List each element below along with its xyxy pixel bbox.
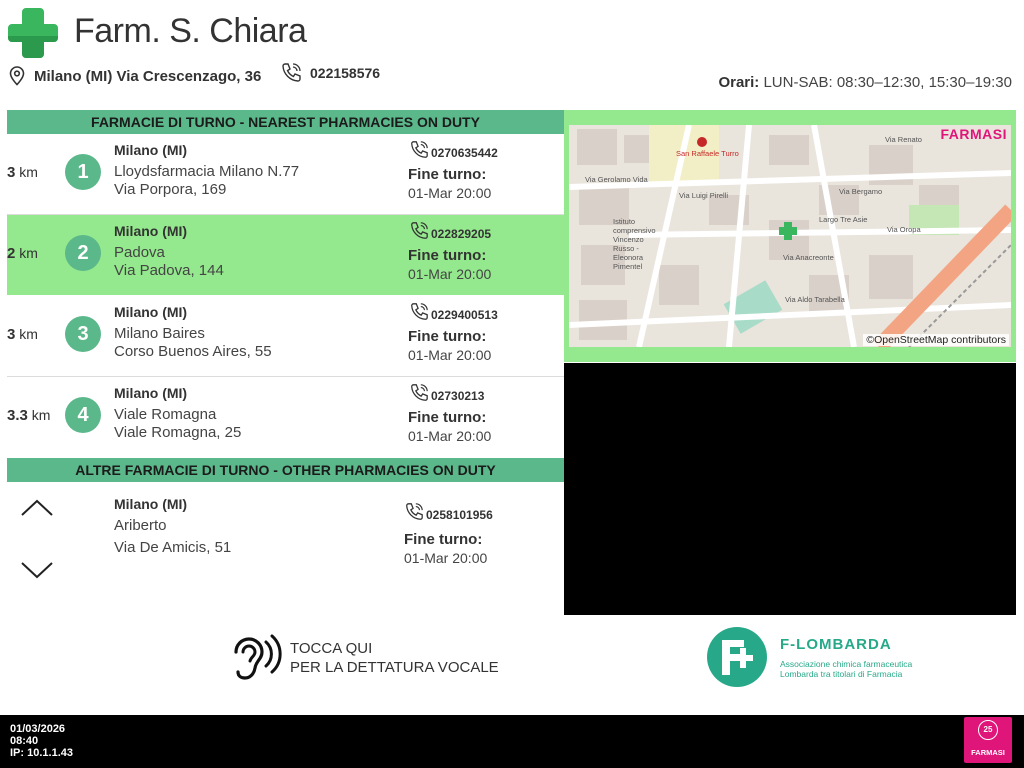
pharmacy-row-3[interactable] — [7, 296, 564, 376]
map-attribution[interactable]: ©OpenStreetMap contributors — [863, 334, 1009, 346]
other-pharmacies-header: ALTRE FARMACIE DI TURNO - OTHER PHARMACIES ON DUTY — [7, 458, 564, 482]
phone-icon — [280, 62, 302, 84]
pharmacy-row-1[interactable] — [7, 134, 564, 214]
pharmacy-name: Farm. S. Chiara — [74, 12, 307, 50]
shift-end-label: Fine turno: — [408, 409, 487, 426]
pharmacy-phone-item[interactable]: 0270635442 — [409, 140, 498, 160]
phone-text: 022158576 — [310, 65, 381, 81]
opening-hours — [718, 74, 1012, 91]
map-label: Istituto comprensivo Vincenzo Russo - Eleonora Pimentel — [613, 217, 656, 271]
phone-icon — [409, 140, 429, 160]
pharmacy-street: Via Porpora, 169 — [114, 181, 227, 198]
voice-dictation-button[interactable] — [226, 630, 499, 686]
pharmacy-name-item: Lloydsfarmacia Milano N.77 — [114, 163, 300, 180]
ear-sound-icon — [226, 630, 282, 686]
status-footer — [0, 715, 1024, 768]
pharmacy-phone-item[interactable]: 0229400513 — [409, 302, 498, 322]
pharmacy-street: Via Padova, 144 — [114, 262, 224, 279]
shift-end-label: Fine turno: — [408, 166, 487, 183]
pharmacy-row-2[interactable] — [7, 215, 564, 295]
map-label: Via Gerolamo Vida — [585, 175, 648, 184]
pharmacy-street: Corso Buenos Aires, 55 — [114, 343, 272, 360]
pharmacy-street: Viale Romagna, 25 — [114, 424, 242, 441]
rank-badge: 4 — [65, 397, 101, 433]
f-lombarda-logo — [704, 624, 912, 690]
rank-badge: 3 — [65, 316, 101, 352]
distance: 2 km — [7, 245, 38, 262]
map-label: San Raffaele Turro — [676, 149, 739, 158]
phone-icon — [404, 502, 424, 522]
voice-dictation-label: TOCCA QUI PER LA DETTATURA VOCALE — [290, 640, 499, 676]
map-brand-logo: FARMASI — [940, 126, 1007, 142]
shift-end-time: 01-Mar 20:00 — [408, 347, 492, 363]
phone-icon — [409, 221, 429, 241]
pharmacy-phone-item[interactable]: 022829205 — [409, 221, 491, 241]
current-time: 08:40 — [10, 735, 39, 747]
shift-end-time: 01-Mar 20:00 — [408, 266, 492, 282]
map-label: Via Luigi Pirelli — [679, 191, 729, 200]
map-label: Via Bergamo — [839, 187, 883, 196]
pharmacy-city: Milano (MI) — [114, 304, 188, 320]
rank-badge: 1 — [65, 154, 101, 190]
sponsor-subtitle: Associazione chimica farmaceutica Lombarda tra titolari di Farmacia — [780, 658, 913, 679]
other-pharmacy-item[interactable] — [7, 482, 564, 612]
pharmacy-city: Milano (MI) — [114, 142, 188, 158]
shift-end-time: 01-Mar 20:00 — [404, 550, 488, 566]
hours-value: LUN-SAB: 08:30–12:30, 15:30–19:30 — [763, 74, 1012, 91]
distance: 3.3 km — [7, 407, 51, 424]
distance: 3 km — [7, 164, 38, 181]
pharmacy-city: Milano (MI) — [114, 496, 188, 512]
pharmacy-name-item: Viale Romagna — [114, 406, 217, 423]
map-label: Largo Tre Asie — [819, 215, 868, 224]
anniversary-badge: 25 — [978, 720, 998, 740]
pharmacy-name-item: Ariberto — [114, 517, 167, 534]
map-label: Via Anacreonte — [783, 253, 834, 262]
pharmacy-name-item: Padova — [114, 244, 165, 261]
badge-label: FARMASI — [971, 748, 1005, 757]
sponsor-title: F-LOMBARDA — [780, 635, 892, 653]
shift-end-label: Fine turno: — [408, 328, 487, 345]
system-info — [10, 723, 73, 759]
pharmacy-phone-item[interactable]: 0258101956 — [404, 502, 493, 522]
address-text: Milano (MI) Via Crescenzago, 36 — [34, 67, 262, 85]
map-label: Via Oropa — [887, 225, 921, 234]
current-date: 01/03/2026 — [10, 723, 66, 735]
map-label: Via Renato — [885, 135, 922, 144]
shift-end-label: Fine turno: — [404, 531, 483, 548]
pharmacy-row-4[interactable] — [7, 377, 564, 457]
distance: 3 km — [7, 326, 38, 343]
pharmacy-city: Milano (MI) — [114, 223, 188, 239]
pharmacy-city: Milano (MI) — [114, 385, 188, 401]
on-duty-header: FARMACIE DI TURNO - NEAREST PHARMACIES ON DUTY — [7, 110, 564, 134]
pharmacy-name-item: Milano Baires — [114, 325, 205, 342]
pharmacy-phone[interactable] — [280, 62, 380, 84]
rank-badge: 2 — [65, 235, 101, 271]
pharmacy-address — [8, 66, 261, 86]
shift-end-label: Fine turno: — [408, 247, 487, 264]
pharmacy-cross-icon — [6, 6, 60, 60]
location-pin-icon — [8, 66, 26, 86]
pharmacy-street: Via De Amicis, 51 — [114, 539, 232, 556]
map-view[interactable] — [569, 125, 1011, 347]
video-panel — [564, 363, 1016, 615]
shift-end-time: 01-Mar 20:00 — [408, 185, 492, 201]
farmasi-badge — [964, 717, 1012, 763]
phone-icon — [409, 383, 429, 403]
phone-icon — [409, 302, 429, 322]
f-lombarda-mark-icon — [704, 624, 770, 690]
map-label: Via Aldo Tarabella — [785, 295, 845, 304]
hours-label: Orari: — [718, 74, 760, 91]
ip-address: IP: 10.1.1.43 — [10, 747, 73, 759]
shift-end-time: 01-Mar 20:00 — [408, 428, 492, 444]
pharmacy-phone-item[interactable]: 02730213 — [409, 383, 484, 403]
